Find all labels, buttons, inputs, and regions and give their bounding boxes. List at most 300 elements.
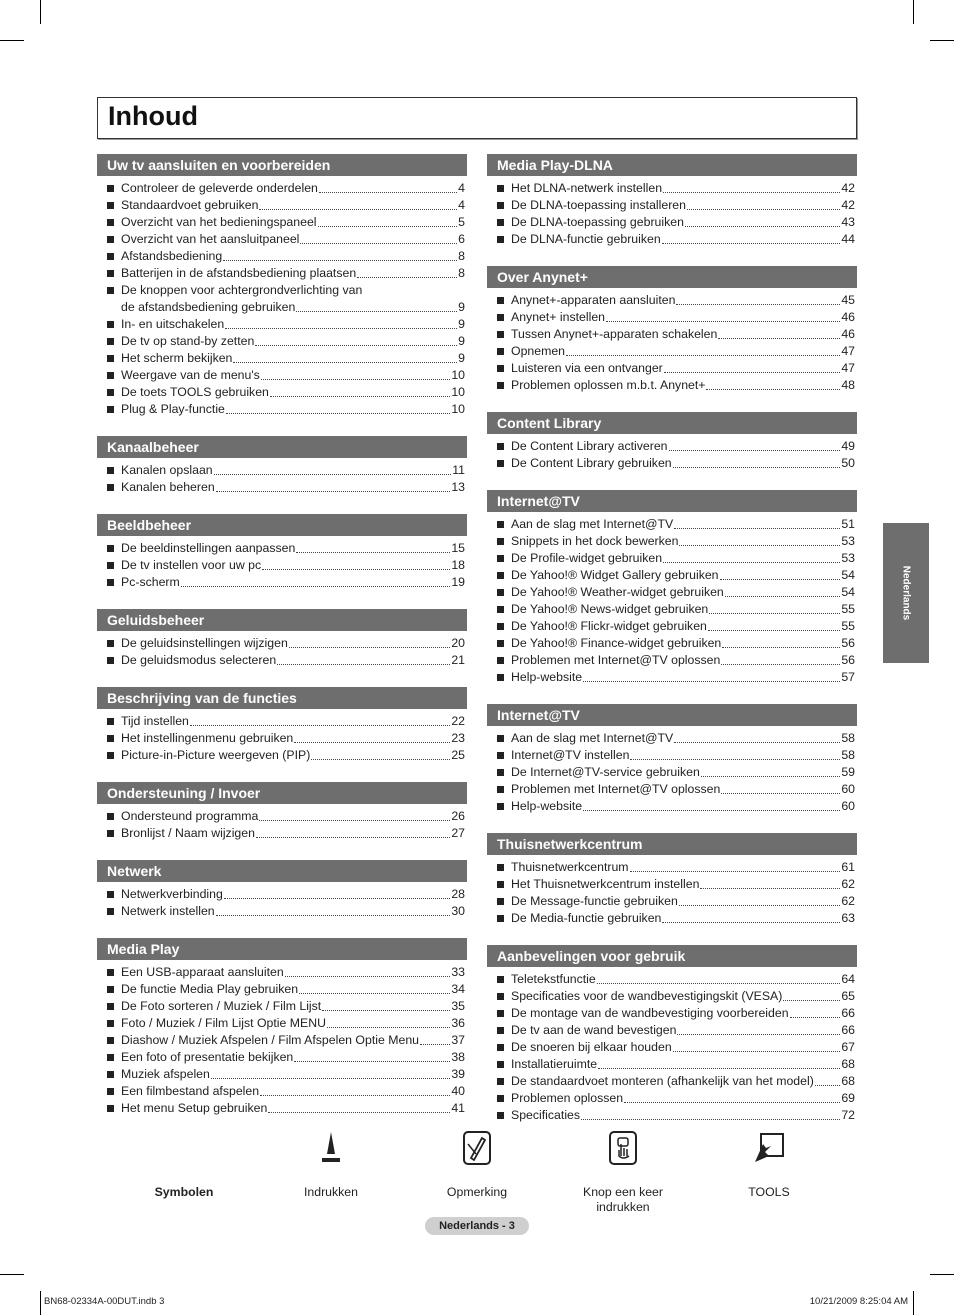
square-bullet-icon — [497, 589, 504, 596]
square-bullet-icon — [497, 443, 504, 450]
toc-entry-page-number: 28 — [451, 887, 465, 901]
toc-entry-title: Tijd instellen — [121, 714, 189, 728]
toc-entry-title: De Content Library gebruiken — [511, 456, 672, 470]
dot-leader — [679, 545, 840, 546]
toc-entry-page-number: 4 — [458, 198, 465, 212]
square-bullet-icon — [107, 579, 114, 586]
square-bullet-icon — [497, 236, 504, 243]
square-bullet-icon — [497, 1095, 504, 1102]
toc-entry-title: Luisteren via een ontvanger — [511, 361, 663, 375]
square-bullet-icon — [107, 467, 114, 474]
toc-entry-page-number: 48 — [841, 378, 855, 392]
crop-mark — [930, 40, 954, 41]
press-arrow-icon — [319, 1130, 343, 1164]
toc-item-list — [487, 176, 857, 248]
toc-section — [97, 782, 467, 842]
toc-section — [487, 704, 857, 815]
toc-entry-page-number: 10 — [451, 385, 465, 399]
toc-section-heading: Netwerk — [97, 860, 467, 882]
toc-entry-page-number: 64 — [841, 972, 855, 986]
crop-mark — [930, 1274, 954, 1275]
toc-entry — [487, 876, 857, 893]
square-bullet-icon — [497, 1112, 504, 1119]
toc-entry — [97, 1066, 467, 1083]
toc-section-heading: Media Play-DLNA — [487, 154, 857, 176]
toc-entry — [487, 343, 857, 360]
toc-entry-page-number: 13 — [451, 480, 465, 494]
toc-section — [487, 266, 857, 394]
toc-entry-page-number: 35 — [451, 999, 465, 1013]
dot-leader — [255, 345, 457, 346]
dot-leader — [270, 396, 450, 397]
toc-entry-page-number: 9 — [458, 334, 465, 348]
toc-entry — [97, 886, 467, 903]
toc-entry-title: De montage van de wandbevestiging voorbereiden — [511, 1006, 789, 1020]
toc-entry-page-number: 60 — [841, 782, 855, 796]
toc-entry — [97, 1015, 467, 1032]
square-bullet-icon — [497, 219, 504, 226]
toc-section — [487, 490, 857, 686]
toc-entry — [487, 326, 857, 343]
toc-entry-title: Problemen oplossen m.b.t. Anynet+ — [511, 378, 706, 392]
toc-entry — [97, 1083, 467, 1100]
toc-item-list — [97, 458, 467, 496]
toc-entry-title: Ondersteund programma — [121, 809, 259, 823]
square-bullet-icon — [107, 202, 114, 209]
square-bullet-icon — [497, 1027, 504, 1034]
square-bullet-icon — [497, 993, 504, 1000]
toc-entry-title: Anynet+ instellen — [511, 310, 605, 324]
symbol-note — [417, 1130, 537, 1199]
toc-section-heading: Geluidsbeheer — [97, 609, 467, 631]
toc-entry-title: De Profile-widget gebruiken — [511, 551, 663, 565]
dot-leader — [224, 898, 450, 899]
toc-entry-title: De Foto sorteren / Muziek / Film Lijst — [121, 999, 322, 1013]
dot-leader — [597, 983, 841, 984]
square-bullet-icon — [497, 365, 504, 372]
dot-leader — [223, 260, 457, 261]
dot-leader — [709, 613, 840, 614]
toc-entry-page-number: 53 — [841, 551, 855, 565]
toc-entry — [97, 401, 467, 418]
toc-entry-title: Een USB-apparaat aansluiten — [121, 965, 284, 979]
toc-section — [97, 436, 467, 496]
toc-entry-page-number: 66 — [841, 1023, 855, 1037]
dot-leader — [815, 1085, 841, 1086]
toc-entry-title: Snippets in het dock bewerken — [511, 534, 679, 548]
toc-entry-page-number: 68 — [841, 1074, 855, 1088]
toc-entry-title: Problemen met Internet@TV oplossen — [511, 653, 721, 667]
square-bullet-icon — [497, 555, 504, 562]
crop-mark — [0, 40, 24, 41]
dot-leader — [277, 664, 450, 665]
dot-leader — [300, 243, 457, 244]
toc-entry-title: De Yahoo!® Flickr-widget gebruiken — [511, 619, 707, 633]
toc-entry — [487, 197, 857, 214]
dot-leader — [674, 528, 840, 529]
toc-entry-page-number: 33 — [451, 965, 465, 979]
dot-leader — [790, 1017, 841, 1018]
square-bullet-icon — [107, 1105, 114, 1112]
toc-entry-page-number: 37 — [451, 1033, 465, 1047]
toc-entry-title: Netwerk instellen — [121, 904, 215, 918]
toc-entry-title: Het menu Setup gebruiken — [121, 1101, 268, 1115]
toc-entry-title: Muziek afspelen — [121, 1067, 210, 1081]
symbol-press-label: Indrukken — [303, 1185, 358, 1199]
square-bullet-icon — [107, 270, 114, 277]
toc-section-heading: Internet@TV — [487, 490, 857, 512]
toc-entry — [487, 635, 857, 652]
toc-entry-title: Standaardvoet gebruiken — [121, 198, 259, 212]
toc-entry-title: Aan de slag met Internet@TV — [511, 731, 674, 745]
toc-entry — [97, 747, 467, 764]
dot-leader — [327, 1027, 450, 1028]
toc-entry — [487, 584, 857, 601]
dot-leader — [679, 905, 841, 906]
square-bullet-icon — [107, 236, 114, 243]
toc-entry — [97, 713, 467, 730]
toc-entry — [487, 781, 857, 798]
toc-entry — [97, 265, 467, 282]
toc-item-list — [97, 882, 467, 920]
toc-entry — [487, 971, 857, 988]
toc-section — [487, 833, 857, 927]
toc-entry-page-number: 20 — [451, 636, 465, 650]
footer-file-name: BN68-02334A-00DUT.indb 3 — [44, 1296, 165, 1307]
dot-leader — [420, 1044, 450, 1045]
square-bullet-icon — [497, 314, 504, 321]
toc-entry — [487, 618, 857, 635]
dot-leader — [673, 467, 841, 468]
dot-leader — [294, 742, 450, 743]
toc-entry — [97, 479, 467, 496]
square-bullet-icon — [107, 813, 114, 820]
toc-entry-title: Het scherm bekijken — [121, 351, 233, 365]
dot-leader — [268, 1112, 450, 1113]
page-title-box — [97, 97, 857, 139]
toc-item-list — [97, 960, 467, 1117]
toc-entry-title: Kanalen opslaan — [121, 463, 213, 477]
toc-entry-title: Installatieruimte — [511, 1057, 598, 1071]
toc-entry-title: Plug & Play-functie — [121, 402, 225, 416]
toc-entry — [97, 214, 467, 231]
toc-entry-title: De DLNA-toepassing installeren — [511, 198, 686, 212]
toc-entry-title: De tv aan de wand bevestigen — [511, 1023, 677, 1037]
toc-entry-page-number: 47 — [841, 344, 855, 358]
square-bullet-icon — [497, 898, 504, 905]
toc-entry — [97, 730, 467, 747]
symbol-one-touch — [563, 1130, 683, 1214]
square-bullet-icon — [497, 382, 504, 389]
language-side-tab — [883, 523, 929, 663]
dot-leader — [630, 759, 840, 760]
toc-entry — [487, 910, 857, 927]
toc-item-list — [97, 176, 467, 418]
square-bullet-icon — [497, 640, 504, 647]
square-bullet-icon — [497, 657, 504, 664]
square-bullet-icon — [107, 1020, 114, 1027]
toc-entry-page-number: 68 — [841, 1057, 855, 1071]
dot-leader — [260, 1095, 450, 1096]
dot-leader — [676, 304, 840, 305]
crop-mark — [40, 1291, 41, 1315]
toc-entry-title: Problemen met Internet@TV oplossen — [511, 782, 721, 796]
toc-entry-title: De DLNA-toepassing gebruiken — [511, 215, 684, 229]
toc-entry — [487, 798, 857, 815]
toc-entry — [487, 669, 857, 686]
dot-leader — [226, 413, 450, 414]
square-bullet-icon — [497, 606, 504, 613]
footer-timestamp: 10/21/2009 8:25:04 AM — [809, 1296, 908, 1307]
toc-entry — [487, 567, 857, 584]
toc-entry-page-number: 50 — [841, 456, 855, 470]
toc-entry-page-number: 9 — [458, 351, 465, 365]
toc-entry-page-number: 8 — [458, 266, 465, 280]
toc-entry-page-number: 61 — [841, 860, 855, 874]
square-bullet-icon — [107, 891, 114, 898]
dot-leader — [722, 647, 840, 648]
square-bullet-icon — [107, 1071, 114, 1078]
toc-entry-title: Het instellingenmenu gebruiken — [121, 731, 294, 745]
square-bullet-icon — [107, 562, 114, 569]
toc-section — [487, 945, 857, 1124]
dot-leader — [259, 820, 450, 821]
toc-entry — [97, 903, 467, 920]
toc-section-heading: Uw tv aansluiten en voorbereiden — [97, 154, 467, 176]
square-bullet-icon — [107, 484, 114, 491]
toc-entry-page-number: 23 — [451, 731, 465, 745]
dot-leader — [319, 192, 457, 193]
toc-entry — [487, 438, 857, 455]
toc-entry-page-number: 42 — [841, 181, 855, 195]
toc-entry — [97, 384, 467, 401]
toc-entry — [487, 859, 857, 876]
toc-entry — [487, 988, 857, 1005]
dot-leader — [216, 491, 451, 492]
toc-entry-page-number: 10 — [451, 368, 465, 382]
toc-entry-title: De functie Media Play gebruiken — [121, 982, 299, 996]
crop-mark — [0, 1274, 24, 1275]
toc-entry-page-number: 42 — [841, 198, 855, 212]
dot-leader — [261, 379, 450, 380]
toc-section — [97, 938, 467, 1117]
toc-entry — [97, 231, 467, 248]
toc-entry-page-number: 72 — [841, 1108, 855, 1122]
dot-leader — [630, 871, 841, 872]
toc-section — [97, 609, 467, 669]
dot-leader — [664, 372, 841, 373]
dot-leader — [190, 725, 450, 726]
dot-leader — [233, 362, 457, 363]
toc-entry — [97, 1100, 467, 1117]
toc-item-list — [487, 512, 857, 686]
toc-entry-page-number: 19 — [451, 575, 465, 589]
square-bullet-icon — [497, 735, 504, 742]
square-bullet-icon — [497, 538, 504, 545]
toc-entry-title: Een filmbestand afspelen — [121, 1084, 260, 1098]
toc-entry-title: Het DLNA-netwerk instellen — [511, 181, 663, 195]
dot-leader — [262, 569, 450, 570]
dot-leader — [311, 759, 450, 760]
dot-leader — [687, 209, 840, 210]
toc-entry-title-continued: de afstandsbediening gebruiken — [121, 300, 296, 314]
toc-section-heading: Beschrijving van de functies — [97, 687, 467, 709]
toc-entry-title: De geluidsinstellingen wijzigen — [121, 636, 288, 650]
square-bullet-icon — [497, 881, 504, 888]
dot-leader — [677, 1034, 840, 1035]
toc-entry-page-number: 54 — [841, 585, 855, 599]
toc-entry-page-number: 58 — [841, 748, 855, 762]
toc-entry — [97, 635, 467, 652]
toc-entry — [487, 1090, 857, 1107]
dot-leader — [783, 1000, 840, 1001]
square-bullet-icon — [497, 752, 504, 759]
dot-leader — [289, 647, 451, 648]
toc-section-heading: Aanbevelingen voor gebruik — [487, 945, 857, 967]
toc-entry — [487, 1039, 857, 1056]
toc-entry-page-number: 34 — [451, 982, 465, 996]
toc-entry-title: Overzicht van het aansluitpaneel — [121, 232, 300, 246]
toc-entry-page-number: 26 — [451, 809, 465, 823]
square-bullet-icon — [107, 185, 114, 192]
dot-leader — [662, 922, 840, 923]
toc-entry-title: Aan de slag met Internet@TV — [511, 517, 674, 531]
toc-entry — [97, 180, 467, 197]
square-bullet-icon — [497, 1044, 504, 1051]
toc-entry-page-number: 55 — [841, 602, 855, 616]
square-bullet-icon — [107, 640, 114, 647]
toc-entry-title: De toets TOOLS gebruiken — [121, 385, 269, 399]
toc-right-column — [487, 154, 857, 1142]
toc-entry — [97, 557, 467, 574]
square-bullet-icon — [497, 769, 504, 776]
crop-mark — [913, 1291, 914, 1315]
toc-section-heading: Media Play — [97, 938, 467, 960]
toc-entry-title: Afstandsbediening — [121, 249, 223, 263]
dot-leader — [606, 321, 840, 322]
toc-entry-page-number: 30 — [451, 904, 465, 918]
dot-leader — [721, 664, 840, 665]
dot-leader — [214, 474, 452, 475]
toc-entry — [487, 309, 857, 326]
symbols-heading: Symbolen — [154, 1185, 214, 1199]
square-bullet-icon — [107, 389, 114, 396]
toc-entry — [487, 550, 857, 567]
square-bullet-icon — [497, 331, 504, 338]
toc-entry-page-number: 54 — [841, 568, 855, 582]
toc-entry-title: Problemen oplossen — [511, 1091, 624, 1105]
dot-leader — [216, 915, 451, 916]
toc-item-list — [487, 855, 857, 927]
dot-leader — [318, 226, 458, 227]
toc-entry-title: Controleer de geleverde onderdelen — [121, 181, 318, 195]
toc-entry-title: Een foto of presentatie bekijken — [121, 1050, 294, 1064]
toc-entry-title: De tv op stand-by zetten — [121, 334, 255, 348]
toc-entry-page-number: 22 — [451, 714, 465, 728]
toc-entry-title: Anynet+-apparaten aansluiten — [511, 293, 676, 307]
toc-entry — [97, 367, 467, 384]
toc-entry-title: Internet@TV instellen — [511, 748, 630, 762]
dot-leader — [211, 1078, 450, 1079]
toc-entry-title: De knoppen voor achtergrondverlichting van — [121, 283, 363, 297]
dot-leader — [718, 338, 840, 339]
one-touch-button-icon — [608, 1130, 638, 1166]
toc-entry-page-number: 5 — [458, 215, 465, 229]
square-bullet-icon — [107, 321, 114, 328]
toc-entry — [487, 893, 857, 910]
symbol-press — [271, 1130, 391, 1199]
dot-leader — [285, 976, 451, 977]
toc-entry-title: Help-website — [511, 799, 583, 813]
toc-entry-title: Specificaties — [511, 1108, 581, 1122]
square-bullet-icon — [107, 253, 114, 260]
toc-entry-title: Batterijen in de afstandsbediening plaatsen — [121, 266, 357, 280]
square-bullet-icon — [497, 803, 504, 810]
toc-entry-title: Help-website — [511, 670, 583, 684]
toc-entry-page-number: 10 — [451, 402, 465, 416]
toc-section-heading: Beeldbeheer — [97, 514, 467, 536]
dot-leader — [583, 810, 840, 811]
page-title: Inhoud — [108, 101, 198, 131]
toc-item-list — [487, 434, 857, 472]
toc-item-list — [97, 536, 467, 591]
square-bullet-icon — [497, 297, 504, 304]
toc-item-list — [487, 967, 857, 1124]
toc-entry-title: De Yahoo!® Weather-widget gebruiken — [511, 585, 724, 599]
toc-entry — [97, 998, 467, 1015]
toc-entry — [487, 601, 857, 618]
toc-entry-page-number: 40 — [451, 1084, 465, 1098]
toc-entry — [97, 462, 467, 479]
square-bullet-icon — [497, 674, 504, 681]
toc-entry-second-line — [121, 299, 465, 316]
dot-leader — [673, 1051, 841, 1052]
dot-leader — [322, 1010, 450, 1011]
toc-entry — [97, 540, 467, 557]
toc-item-list — [97, 631, 467, 669]
dot-leader — [259, 209, 457, 210]
square-bullet-icon — [497, 348, 504, 355]
toc-entry-page-number: 43 — [841, 215, 855, 229]
toc-entry-page-number: 9 — [458, 300, 465, 314]
toc-entry-title: Bronlijst / Naam wijzigen — [121, 826, 255, 840]
toc-entry — [487, 652, 857, 669]
toc-entry — [487, 1107, 857, 1124]
toc-entry-title: Tussen Anynet+-apparaten schakelen — [511, 327, 718, 341]
toc-entry-page-number: 57 — [841, 670, 855, 684]
symbol-one-touch-label-line2: indrukken — [596, 1200, 650, 1214]
toc-section-heading: Content Library — [487, 412, 857, 434]
square-bullet-icon — [497, 1078, 504, 1085]
toc-entry-title: Kanalen beheren — [121, 480, 215, 494]
toc-item-list — [487, 726, 857, 815]
toc-entry-page-number: 6 — [458, 232, 465, 246]
toc-entry — [487, 455, 857, 472]
toc-entry-page-number: 62 — [841, 894, 855, 908]
toc-entry-page-number: 45 — [841, 293, 855, 307]
toc-entry-page-number: 65 — [841, 989, 855, 1003]
square-bullet-icon — [497, 976, 504, 983]
toc-entry — [487, 1005, 857, 1022]
dot-leader — [296, 311, 457, 312]
toc-entry-title: De beeldinstellingen aanpassen — [121, 541, 296, 555]
square-bullet-icon — [497, 1061, 504, 1068]
toc-entry-page-number: 59 — [841, 765, 855, 779]
symbol-one-touch-label — [563, 1185, 683, 1215]
square-bullet-icon — [497, 786, 504, 793]
toc-entry — [487, 730, 857, 747]
toc-entry-title: In- en uitschakelen — [121, 317, 225, 331]
